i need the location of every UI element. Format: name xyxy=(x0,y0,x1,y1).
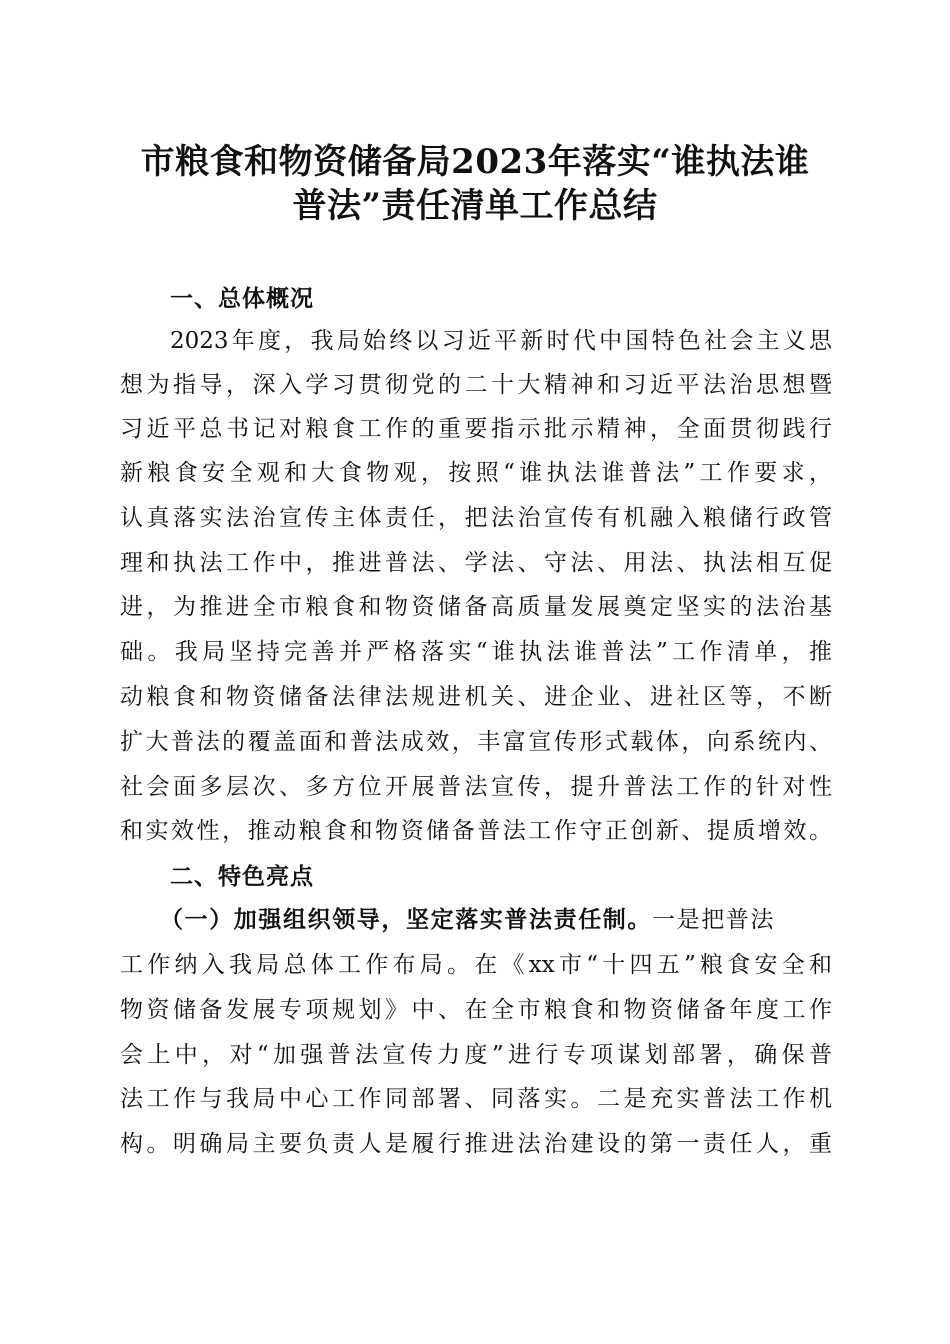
paragraph-line: 扩大普法的覆盖面和普法成效，丰富宣传形式载体，向系统内、 xyxy=(120,729,832,755)
paragraph-line: 认真落实法治宣传主体责任，把法治宣传有机融入粮储行政管 xyxy=(120,505,832,531)
paragraph-line: 进，为推进全市粮食和物资储备高质量发展奠定坚实的法治基 xyxy=(120,594,832,620)
paragraph-line: 2023年度，我局始终以习近平新时代中国特色社会主义思 xyxy=(170,328,832,354)
paragraph-line: 习近平总书记对粮食工作的重要指示批示精神，全面贯彻践行 xyxy=(120,416,832,442)
paragraph-line: 想为指导，深入学习贯彻党的二十大精神和习近平法治思想暨 xyxy=(120,372,832,398)
document-title-line-1: 市粮食和物资储备局2023年落实“谁执法谁 xyxy=(140,142,810,182)
subsection-1-heading: （一）加强组织领导，坚定落实普法责任制。 xyxy=(160,906,652,933)
section-2-heading: 二、特色亮点 xyxy=(170,864,314,890)
paragraph-line: 会上中，对“加强普法宣传力度”进行专项谋划部署，确保普 xyxy=(120,1042,832,1068)
paragraph-line: 理和执法工作中，推进普法、学法、守法、用法、执法相互促 xyxy=(120,550,832,576)
section-2-lead-line xyxy=(160,905,832,935)
paragraph-line: 社会面多层次、多方位开展普法宣传，提升普法工作的针对性 xyxy=(120,774,832,800)
paragraph-line: 础。我局坚持完善并严格落实“谁执法谁普法”工作清单，推 xyxy=(120,639,832,665)
paragraph-line: 工作纳入我局总体工作布局。在《xx市“十四五”粮食安全和 xyxy=(120,952,832,978)
paragraph-line: 动粮食和物资储备法律法规进机关、进企业、进社区等，不断 xyxy=(120,684,832,710)
paragraph-line: 物资储备发展专项规划》中、在全市粮食和物资储备年度工作 xyxy=(120,997,832,1023)
subsection-1-text: 一是把普法 xyxy=(652,907,775,933)
document-title-line-2: 普法”责任清单工作总结 xyxy=(292,186,658,226)
section-1-heading: 一、总体概况 xyxy=(170,286,314,312)
paragraph-line: 新粮食安全观和大食物观，按照“谁执法谁普法”工作要求， xyxy=(120,460,832,486)
paragraph-line: 和实效性，推动粮食和物资储备普法工作守正创新、提质增效。 xyxy=(120,818,832,844)
paragraph-line: 构。明确局主要负责人是履行推进法治建设的第一责任人，重 xyxy=(120,1131,832,1157)
paragraph-line: 法工作与我局中心工作同部署、同落实。二是充实普法工作机 xyxy=(120,1086,832,1112)
